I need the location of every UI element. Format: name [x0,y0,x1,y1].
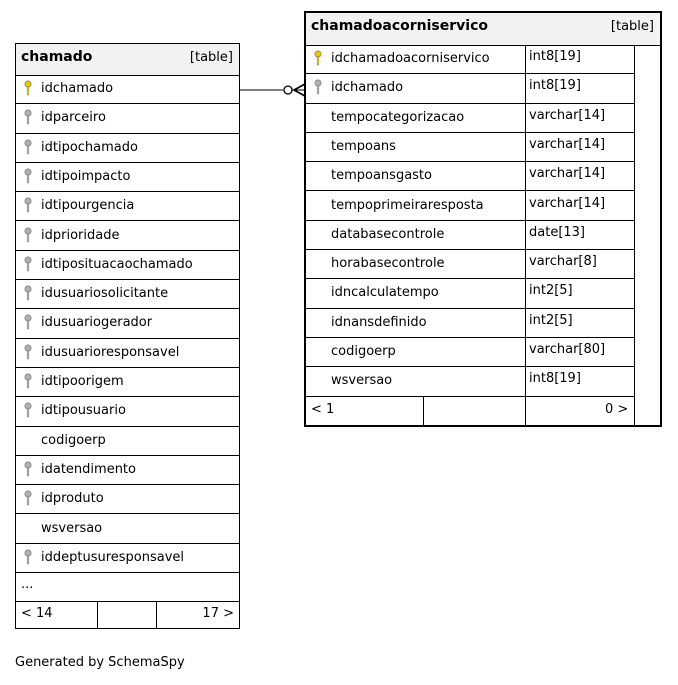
foreign-key-icon [24,314,32,330]
foreign-key-icon [24,168,32,184]
column-type: varchar[14] [529,195,606,211]
column-type: int2[5] [529,283,573,299]
column-type: int8[19] [529,371,581,387]
foreign-key-icon [24,402,32,418]
column-name: idchamadoacorniservico [331,51,490,66]
column-name: idproduto [41,491,104,507]
column-name: idnansdefinido [331,314,427,330]
column-row[interactable] [306,104,635,133]
column-type: varchar[14] [529,136,606,152]
column-row[interactable] [306,192,635,221]
column-name: idusuariogerador [41,315,153,331]
column-row[interactable] [16,192,239,221]
foreign-key-icon [24,227,32,243]
column-type: int8[19] [529,78,581,94]
footer-children-count[interactable]: 17 > [202,606,234,621]
table-chamado[interactable] [15,43,240,629]
column-row[interactable] [306,338,635,367]
column-row[interactable] [306,221,635,250]
table-type-label: [table] [610,19,654,34]
column-type: varchar[14] [529,166,606,182]
table-header [16,44,239,76]
foreign-key-icon [24,490,32,506]
column-name: tempoprimeiraresposta [331,197,484,213]
table-title: chamado [21,49,93,65]
column-type: int2[5] [529,312,573,328]
column-name: horabasecontrole [331,256,445,272]
column-row[interactable] [306,74,635,103]
column-row[interactable] [16,427,239,456]
column-name: tempoans [331,138,396,154]
more-columns-row [16,573,239,602]
column-name: wsversao [41,520,103,536]
foreign-key-icon [24,285,32,301]
column-row[interactable] [16,397,239,426]
column-row[interactable] [16,515,239,544]
column-row[interactable] [16,104,239,133]
relationship-optional-marker [284,86,292,94]
column-row[interactable] [16,544,239,573]
column-name: codigoerp [331,344,396,359]
column-name: wsversao [331,373,393,389]
generated-by-note: Generated by SchemaSpy [15,655,185,670]
footer-divider [156,602,157,629]
foreign-key-icon [24,549,32,565]
footer-divider [423,397,424,425]
column-name: idchamado [41,81,114,96]
column-name: idusuariosolicitante [41,286,169,302]
column-row[interactable] [16,309,239,338]
column-name: idtiposituacaochamado [41,256,193,272]
table-header [306,13,660,46]
column-type: varchar[8] [529,254,597,270]
foreign-key-icon [24,256,32,272]
column-name: idtipochamado [41,139,138,155]
foreign-key-icon [24,109,32,125]
foreign-key-icon [24,139,32,155]
column-row[interactable] [306,133,635,162]
column-row[interactable] [306,250,635,279]
column-row[interactable] [306,309,635,338]
column-row[interactable] [306,279,635,308]
footer-children-count[interactable]: 0 > [605,402,629,417]
column-row[interactable] [16,339,239,368]
column-row[interactable] [16,75,239,104]
column-name: codigoerp [41,432,106,448]
more-columns-indicator: ... [21,577,34,592]
column-name: idchamado [331,80,404,96]
column-name: iddeptusuresponsavel [41,549,185,565]
column-name: idatendimento [41,461,136,477]
column-name: idprioridade [41,227,120,243]
column-type: int8[19] [529,49,581,64]
column-name: idncalculatempo [331,285,439,301]
column-row[interactable] [16,485,239,514]
foreign-key-icon [24,461,32,477]
column-row[interactable] [16,134,239,163]
column-row[interactable] [306,162,635,191]
foreign-key-icon [24,197,32,213]
column-name: idtipoimpacto [41,168,131,184]
foreign-key-icon [314,79,322,95]
column-type: varchar[14] [529,107,606,123]
foreign-key-icon [24,373,32,389]
footer-parents-count[interactable]: < 1 [311,402,335,417]
column-name: idtipousuario [41,403,126,419]
column-name: tempocategorizacao [331,109,465,125]
column-name: idparceiro [41,110,106,126]
column-row[interactable] [16,222,239,251]
column-type: date[13] [529,224,585,240]
foreign-key-icon [24,344,32,360]
column-row[interactable] [16,456,239,485]
table-type-label: [table] [189,50,233,65]
column-row[interactable] [16,251,239,280]
column-name: idtipoorigem [41,374,124,389]
primary-key-icon [314,50,322,66]
column-name: databasecontrole [331,226,445,242]
primary-key-icon [24,80,32,96]
column-name: idtipourgencia [41,198,135,214]
column-row[interactable] [306,45,635,74]
footer-divider [97,602,98,629]
table-chamadoacorniservico[interactable] [304,11,662,427]
column-row[interactable] [16,368,239,397]
column-row[interactable] [16,280,239,309]
column-type: varchar[80] [529,342,606,357]
column-name: tempoansgasto [331,168,432,184]
column-row[interactable] [16,163,239,192]
column-row[interactable] [306,367,635,396]
table-title: chamadoacorniservico [311,18,488,34]
footer-parents-count[interactable]: < 14 [21,606,53,621]
column-name: idusuarioresponsavel [41,344,180,360]
